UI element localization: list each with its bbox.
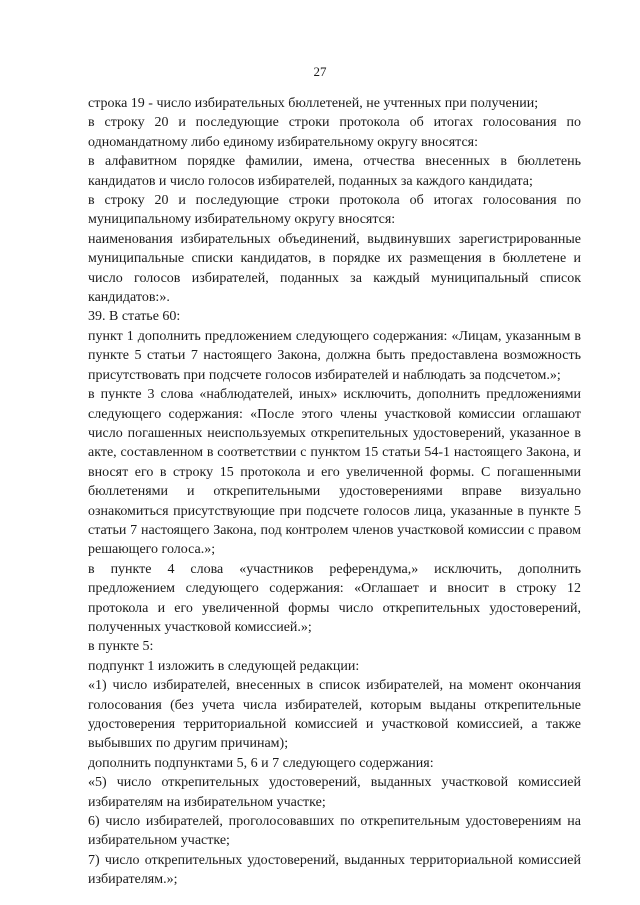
paragraph-line-19: строка 19 - число избирательных бюллетеней, не учтенных при получении; — [88, 96, 539, 111]
paragraph-article-60-heading: 39. В статье 60: — [88, 309, 181, 325]
document-body — [88, 94, 581, 890]
paragraph-point-3: в пункте 3 слова «наблюдателей, иных» исключить, дополнить предложениями следующего содержания: «После этого члены участковой комиссии оглашают число погашенных неиспользуемых открепительных удостоверений, указанное в акте, составленном в соответствии с пунктом 15 статьи 54-1 настоящего Закона, и вносят его в строку 15 протокола и его увеличенной формы. С погашенными бюллетенями и открепительными удостоверениями вправе визуально ознакомиться присутствующие при подсчете голосов лица, указанные в пункте 5 статьи 7 настоящего Закона, под контролем членов участковой комиссии с правом решающего голоса.»; — [88, 387, 581, 558]
paragraph-point-4: в пункте 4 слова «участников референдума,» исключить, дополнить предложением следующего содержания: «Оглашает и вносит в строку 12 протокола и его увеличенной формы число открепительных удостоверений, полученных участковой комиссией.»; — [88, 561, 581, 635]
paragraph-subpoint-7: 7) число открепительных удостоверений, выданных территориальной комиссией избирателям.»; — [88, 852, 581, 888]
paragraph-subpoint-5: «5) число открепительных удостоверений, выданных участковой комиссией избирателям на избирательном участке; — [88, 775, 581, 810]
paragraph-subpoint-6: 6) число избирателей, проголосовавших по открепительным удостоверениям на избирательном участке; — [88, 814, 581, 849]
paragraph-candidates-order: в алфавитном порядке фамилии, имена, отчества внесенных в бюллетень кандидатов и число голосов избирателей, поданных за каждого кандидата; — [88, 154, 581, 189]
paragraph-subpoints-intro: дополнить подпунктами 5, 6 и 7 следующего содержания: — [88, 755, 434, 771]
page-number: 27 — [313, 64, 327, 79]
paragraph-subpoint-1-intro: подпункт 1 изложить в следующей редакции: — [88, 658, 360, 674]
paragraph-subpoint-1: «1) число избирателей, внесенных в список избирателей, на момент окончания голосования (без учета числа избирателей, которым выданы открепительные удостоверения территориальной комиссией и участковой комиссией, а также выбывших по другим причинам); — [88, 678, 581, 752]
paragraph-point-1: пункт 1 дополнить предложением следующего содержания: «Лицам, указанным в пункте 5 статьи 7 настоящего Закона, должна быть предоставлена возможность присутствовать при подсчете голосов избирателей и наблюдать за подсчетом.»; — [88, 328, 581, 383]
paragraph-point-5-heading: в пункте 5: — [88, 639, 154, 655]
paragraph-line-20-single: в строку 20 и последующие строки протокола об итогах голосования по одномандатному либо единому избирательному округу вносятся: — [88, 115, 581, 150]
paragraph-line-20-municipal: в строку 20 и последующие строки протокола об итогах голосования по муниципальному избирательному округу вносятся: — [88, 193, 581, 228]
paragraph-party-names: наименования избирательных объединений, выдвинувших зарегистрированные муниципальные списки кандидатов, в порядке их размещения в бюллетене и число голосов избирателей, поданных за каждый муниципальный список кандидатов:». — [88, 231, 581, 306]
